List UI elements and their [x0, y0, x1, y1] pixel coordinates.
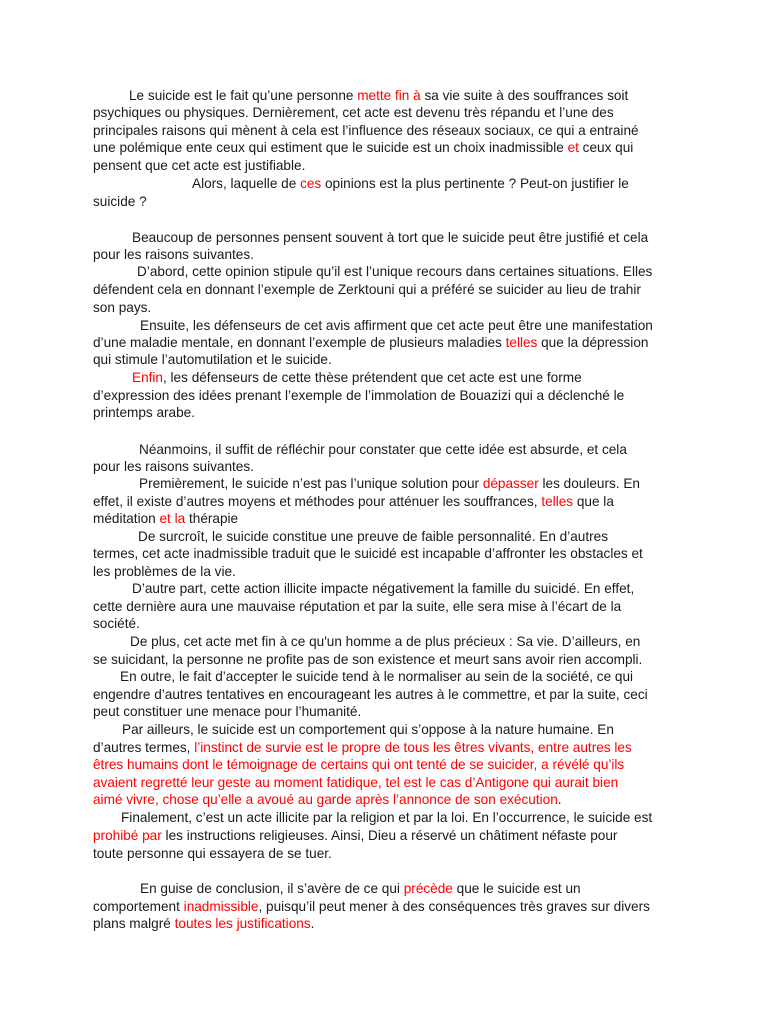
- text-line: [93, 598, 621, 615]
- text-line: [93, 229, 648, 246]
- text-line: [93, 545, 643, 562]
- text-line: [93, 334, 648, 351]
- text-run: son pays.: [93, 300, 152, 315]
- text-line: [93, 845, 332, 862]
- text-run: Premièrement, le suicide n’est pas l’unique solution pour: [139, 476, 483, 491]
- text-run: Beaucoup de personnes pensent souvent à tort que le suicide peut être justifié et cela: [132, 230, 649, 245]
- text-line: [93, 898, 650, 915]
- text-line: [93, 563, 236, 580]
- highlighted-text: et la: [159, 511, 186, 526]
- highlighted-text: avaient regretté leur geste au moment fatidique, tel est le cas d’Antigone qui aurait bien: [93, 775, 619, 790]
- highlighted-text: Enfin: [132, 370, 163, 385]
- text-run: cette dernière aura une mauvaise réputation et par la suite, elle sera mise à l’écart de la: [93, 599, 622, 614]
- text-line: [93, 369, 582, 386]
- text-line: [93, 317, 653, 334]
- text-line: [93, 351, 332, 368]
- text-run: principales raisons qui mènent à cela est l’influence des réseaux sociaux, ce qui a entrainé: [93, 123, 639, 138]
- text-run: De plus, cet acte met fin à ce qu'un homme a de plus précieux : Sa vie. D’ailleurs, en: [130, 634, 641, 649]
- text-run: les instructions religieuses. Ainsi, Dieu a réservé un châtiment néfaste pour: [161, 828, 618, 843]
- text-line: [93, 246, 254, 263]
- text-run: En guise de conclusion, il s’avère de ce qui: [140, 881, 404, 896]
- text-line: [93, 175, 629, 192]
- text-line: [93, 493, 614, 510]
- text-line: [93, 756, 624, 773]
- text-run: , les défenseurs de cette thèse prétendent que cet acte est une forme: [162, 370, 582, 385]
- text-run: que la: [573, 494, 614, 509]
- text-line: [93, 157, 305, 174]
- text-line: [93, 880, 581, 897]
- text-line: [93, 122, 639, 139]
- text-line: [93, 774, 618, 791]
- text-run: Ensuite, les défenseurs de cet avis affirment que cet acte peut être une manifestation: [140, 318, 653, 333]
- text-run: toute personne qui essayera de se tuer.: [93, 846, 332, 861]
- text-run: suicide ?: [93, 194, 147, 209]
- text-run: sa vie suite à des souffrances soit: [420, 88, 629, 103]
- text-run: peut constituer une menace pour l’humanité.: [93, 704, 362, 719]
- text-line: [93, 104, 614, 121]
- text-run: Finalement, c’est un acte illicite par la religion et par la loi. En l’occurrence, le suicide est: [121, 810, 653, 825]
- text-line: [93, 387, 624, 404]
- text-run: comportement: [93, 899, 184, 914]
- text-run: méditation: [93, 511, 160, 526]
- text-line: [93, 615, 140, 632]
- text-line: [93, 633, 640, 650]
- text-line: [93, 510, 238, 527]
- text-line: [93, 580, 634, 597]
- text-run: psychiques ou physiques. Dernièrement, cet acte est devenu très répandu et l’une des: [93, 105, 614, 120]
- text-run: De surcroît, le suicide constitue une preuve de faible personnalité. En d’autres: [138, 529, 609, 544]
- text-run: pour les raisons suivantes.: [93, 247, 254, 262]
- text-run: Par ailleurs, le suicide est un comportement qui s’oppose à la nature humaine. En: [122, 722, 614, 737]
- highlighted-text: et: [567, 140, 579, 155]
- text-line: [93, 475, 640, 492]
- highlighted-text: toutes les justifications: [174, 916, 311, 931]
- text-run: pensent que cet acte est justifiable.: [93, 158, 306, 173]
- text-run: les douleurs. En: [538, 476, 640, 491]
- text-line: [93, 441, 627, 458]
- highlighted-text: dépasser: [482, 476, 539, 491]
- text-line: [93, 739, 632, 756]
- text-line: [93, 528, 608, 545]
- text-line: [93, 827, 617, 844]
- highlighted-text: précède: [403, 881, 453, 896]
- text-line: [93, 703, 361, 720]
- highlighted-text: inadmissible: [183, 899, 259, 914]
- text-line: [93, 791, 562, 808]
- text-run: .: [310, 916, 315, 931]
- text-run: se suicidant, la personne ne profite pas de son existence et meurt sans avoir rien accompli.: [93, 652, 643, 667]
- highlighted-text: êtres humains dont le témoignage de certains qui ont tenté de se suicider, a révélé qu’ils: [93, 757, 625, 772]
- text-line: [93, 651, 642, 668]
- highlighted-text: l’instinct de survie est le propre de tous les êtres vivants, entre autres les: [194, 740, 632, 755]
- text-line: [93, 809, 652, 826]
- text-line: [93, 458, 254, 475]
- text-run: D’autre part, cette action illicite impacte négativement la famille du suicidé. En effet,: [132, 581, 635, 596]
- text-line: [93, 915, 314, 932]
- text-run: ceux qui: [578, 140, 634, 155]
- text-line: [93, 281, 641, 298]
- text-run: Alors, laquelle de: [192, 176, 301, 191]
- text-run: que le suicide est un: [452, 881, 581, 896]
- text-line: [93, 193, 147, 210]
- text-run: , puisqu’il peut mener à des conséquences très graves sur divers: [258, 899, 650, 914]
- text-run: engendre d’autres tentatives en encourageant les autres à le commettre, et par la suite, ceci: [93, 687, 648, 702]
- text-line: [93, 139, 633, 156]
- highlighted-text: telles: [541, 494, 574, 509]
- text-run: D’abord, cette opinion stipule qu’il est l’unique recours dans certaines situations. Elles: [137, 264, 653, 279]
- text-run: printemps arabe.: [93, 405, 196, 420]
- text-run: Néanmoins, il suffit de réfléchir pour constater que cette idée est absurde, et cela: [139, 442, 627, 457]
- text-run: opinions est la plus pertinente ? Peut-on justifier le: [321, 176, 629, 191]
- text-run: d’une maladie mentale, en donnant l’exemple de plusieurs maladies: [93, 335, 506, 350]
- text-run: d’expression des idées prenant l’exemple de l’immolation de Bouazizi qui a déclenché le: [93, 388, 625, 403]
- text-run: Le suicide est le fait qu’une personne: [129, 88, 358, 103]
- text-run: société.: [93, 616, 140, 631]
- highlighted-text: prohibé par: [93, 828, 162, 843]
- highlighted-text: aimé vivre, chose qu’elle a avoué au garde après l’annonce de son exécution: [93, 792, 558, 807]
- text-run: défendent cela en donnant l’exemple de Zerktouni qui a préféré se suicider au lieu de trahir: [93, 282, 641, 297]
- highlighted-text: telles: [505, 335, 538, 350]
- text-run: que la dépression: [537, 335, 649, 350]
- text-line: [93, 668, 633, 685]
- text-run: thérapie: [185, 511, 239, 526]
- text-line: [93, 404, 195, 421]
- text-run: plans malgré: [93, 916, 175, 931]
- highlighted-text: ces: [300, 176, 322, 191]
- text-run: pour les raisons suivantes.: [93, 459, 254, 474]
- text-line: [93, 299, 151, 316]
- highlighted-text: mette fin à: [357, 88, 421, 103]
- text-run: En outre, le fait d’accepter le suicide tend à le normaliser au sein de la société, ce qui: [120, 669, 634, 684]
- text-line: [93, 263, 652, 280]
- text-run: .: [557, 792, 562, 807]
- text-run: termes, cet acte inadmissible traduit que le suicidé est incapable d’affronter les obstacles et: [93, 546, 643, 561]
- text-run: une polémique ente ceux qui estiment que le suicide est un choix inadmissible: [93, 140, 568, 155]
- text-run: les problèmes de la vie.: [93, 564, 236, 579]
- text-line: [93, 721, 614, 738]
- text-line: [93, 686, 648, 703]
- text-line: [93, 87, 628, 104]
- text-run: effet, il existe d’autres moyens et méthodes pour atténuer les souffrances,: [93, 494, 542, 509]
- text-run: d’autres termes,: [93, 740, 195, 755]
- text-run: qui stimule l’automutilation et le suicide.: [93, 352, 332, 367]
